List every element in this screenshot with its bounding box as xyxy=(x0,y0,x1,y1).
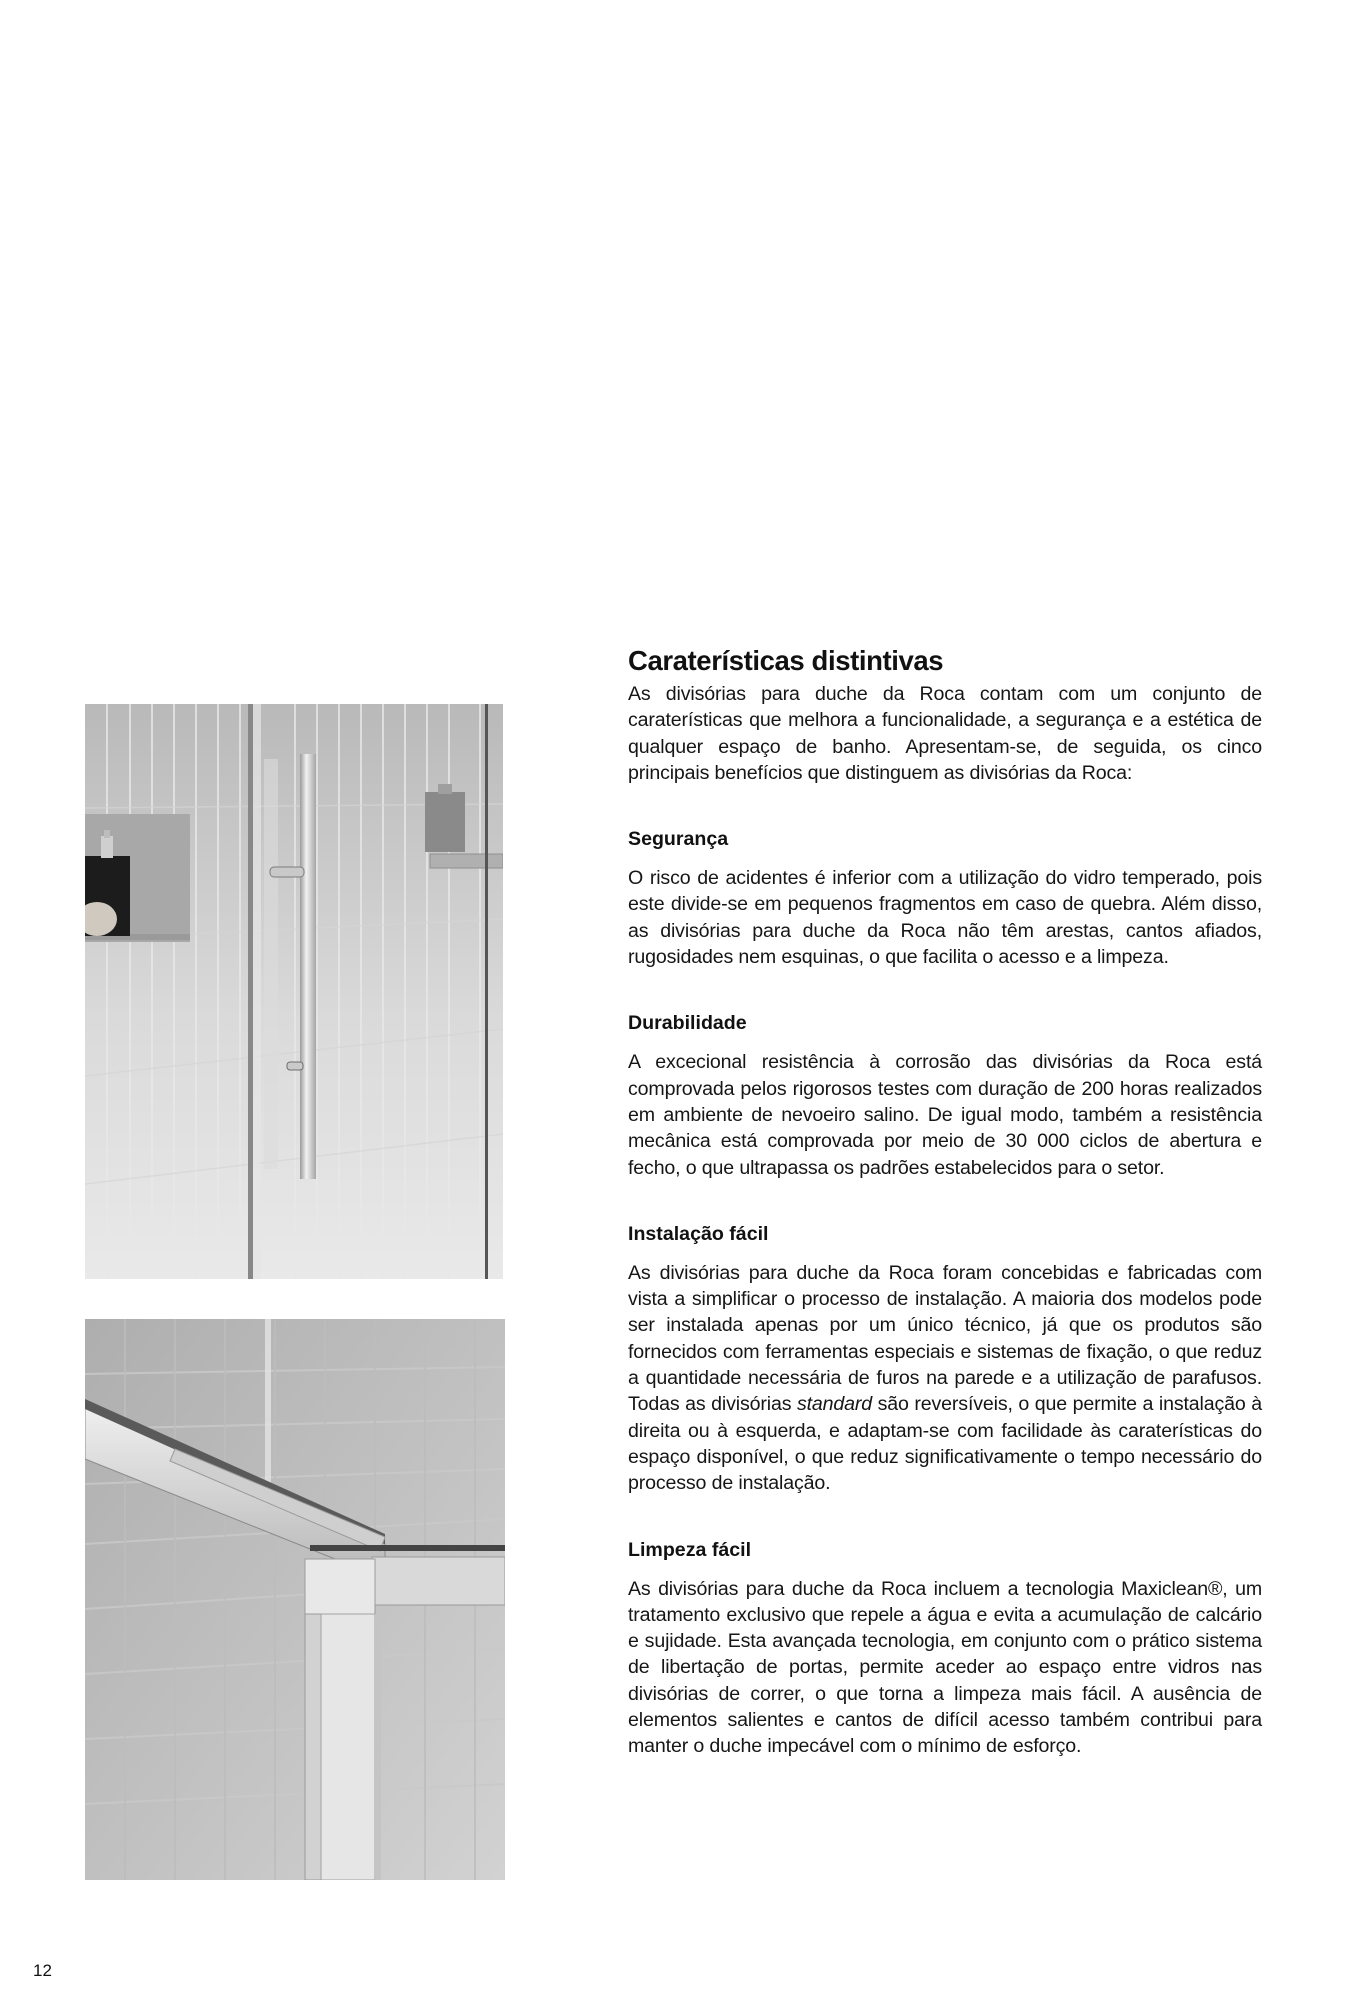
page-number: 12 xyxy=(33,1961,52,1980)
section-title: Instalação fácil xyxy=(628,1222,769,1245)
italic-term: standard xyxy=(796,1393,873,1416)
section-title: Segurança xyxy=(628,828,729,851)
section-title: Limpeza fácil xyxy=(628,1538,752,1561)
section-body xyxy=(628,1260,1262,1497)
section-title: Durabilidade xyxy=(628,1012,747,1035)
sliding-profile-detail-photo xyxy=(85,1319,505,1880)
section-body: A excecional resistência à corrosão das divisórias da Roca está comprovada pelos rigorosos testes com duração de 200 horas realizados em ambiente de nevoeiro salino. De igual modo, também a resistência mecânica está comprovada por meio de 30 000 ciclos de abertura e fecho, o que ultrapassa os padrões estabelecidos para o setor. xyxy=(628,1051,1262,1179)
section-instalacao-facil xyxy=(628,1221,1262,1497)
page-title: Caraterísticas distintivas xyxy=(628,645,944,676)
body-text: As divisórias para duche da Roca foram concebidas e fabricadas com vista a simplificar o processo de instalação. A maioria dos modelos pode ser instalada apenas por um único técnico, já que os produtos são fornecidos com ferramentas especiais e sistemas de fixação, o que reduz a quantidade necessária de furos na parede e a utilização de parafusos. Todas as divisórias xyxy=(628,1261,1262,1416)
section-body: As divisórias para duche da Roca incluem a tecnologia Maxiclean®, um tratamento exclusivo que repele a água e evita a acumulação de calcário e sujidade. Esta avançada tecnologia, em conjunto com o prático sistema de libertação de portas, permite aceder ao espaço entre vidros nas divisórias de correr, o que torna a limpeza mais fácil. A ausência de elementos salientes e cantos de difícil acesso também contribui para manter o duche impecável com o mínimo de esforço. xyxy=(628,1577,1262,1758)
section-durabilidade xyxy=(628,1010,1262,1180)
section-limpeza-facil xyxy=(628,1537,1262,1760)
shower-door-handle-photo xyxy=(85,704,503,1279)
article-column xyxy=(628,644,1262,1760)
shower-door-illustration xyxy=(85,704,503,1279)
intro-paragraph: As divisórias para duche da Roca contam com um conjunto de caraterísticas que melhora a funcionalidade, a segurança e a estética de qualquer espaço de banho. Apresentam-se, de seguida, os cinco principais benefícios que distinguem as divisórias da Roca: xyxy=(628,683,1262,784)
profile-corner-illustration xyxy=(85,1319,505,1880)
body-text: são reversíveis, o que permite a instalação à direita ou à esquerda, e adaptam-se com facilidade às caraterísticas do espaço disponível, o que reduz significativamente o tempo necessário do processo de instalação. xyxy=(628,1393,1263,1495)
section-body: O risco de acidentes é inferior com a utilização do vidro temperado, pois este divide-se em pequenos fragmentos em caso de quebra. Além disso, as divisórias para duche da Roca não têm arestas, cantos afiados, rugosidades nem esquinas, o que facilita o acesso e a limpeza. xyxy=(628,867,1262,969)
section-seguranca xyxy=(628,826,1262,970)
